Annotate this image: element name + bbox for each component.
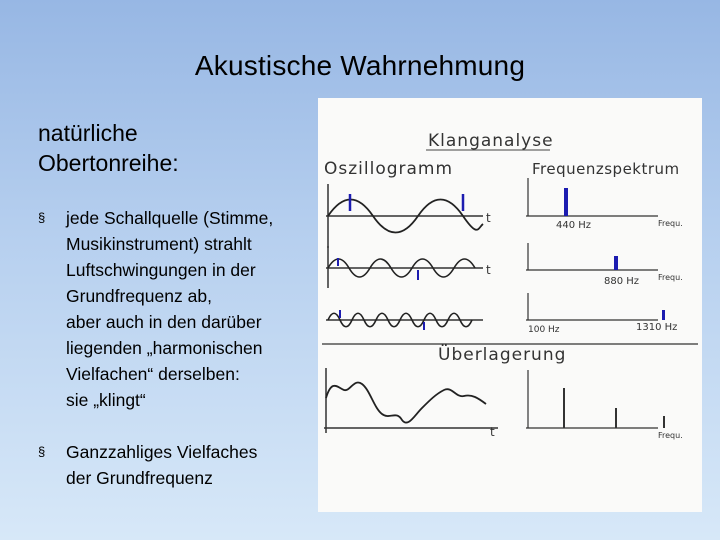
bullet-line: Musikinstrument) strahlt — [66, 234, 252, 254]
spectrum-line-1310 — [662, 310, 665, 320]
freq-axis-label: Frequ. — [658, 431, 683, 440]
bullet-item — [38, 439, 328, 491]
bullet-item — [38, 205, 328, 413]
bullet-marker: § — [38, 210, 46, 225]
time-label: t — [486, 263, 491, 277]
bullet-list — [38, 205, 328, 491]
sound-analysis-drawing — [318, 98, 702, 512]
overlay-heading: Überlagerung — [438, 345, 567, 365]
sound-analysis-figure — [318, 98, 702, 512]
spectrum-line-880 — [614, 256, 618, 270]
bullet-marker: § — [38, 444, 46, 459]
bullet-line: jede Schallquelle (Stimme, — [66, 208, 274, 228]
subtitle-line: natürliche — [38, 120, 138, 146]
oscillogram-heading: Oszillogramm — [324, 159, 454, 179]
spectrum-label: 100 Hz — [528, 325, 560, 335]
bullet-line: sie „klingt“ — [66, 390, 146, 410]
spectrum-label: 1310 Hz — [636, 322, 678, 333]
spectrum-heading: Frequenzspektrum — [532, 160, 680, 178]
slide-subtitle — [38, 118, 308, 178]
bullet-line: der Grundfrequenz — [66, 468, 213, 488]
freq-axis-label: Frequ. — [658, 273, 683, 282]
bullet-line: Ganzzahliges Vielfaches — [66, 442, 258, 462]
bullet-line: Grundfrequenz ab, — [66, 286, 212, 306]
slide-title: Akustische Wahrnehmung — [194, 50, 526, 81]
spectrum-label: 440 Hz — [556, 220, 592, 231]
spectrum-line-440 — [564, 188, 568, 216]
waveform-combined — [326, 382, 486, 422]
bullet-line: liegenden „harmonischen — [66, 338, 263, 358]
time-label: t — [490, 425, 495, 439]
spectrum-label: 880 Hz — [604, 276, 640, 287]
subtitle-line: Obertonreihe: — [38, 150, 179, 176]
figure-heading: Klanganalyse — [428, 131, 554, 151]
freq-axis-label: Frequ. — [658, 219, 683, 228]
bullet-line: Vielfachen“ derselben: — [66, 364, 240, 384]
time-label: t — [486, 211, 491, 225]
bullet-line: aber auch in den darüber — [66, 312, 262, 332]
bullet-line: Luftschwingungen in der — [66, 260, 256, 280]
